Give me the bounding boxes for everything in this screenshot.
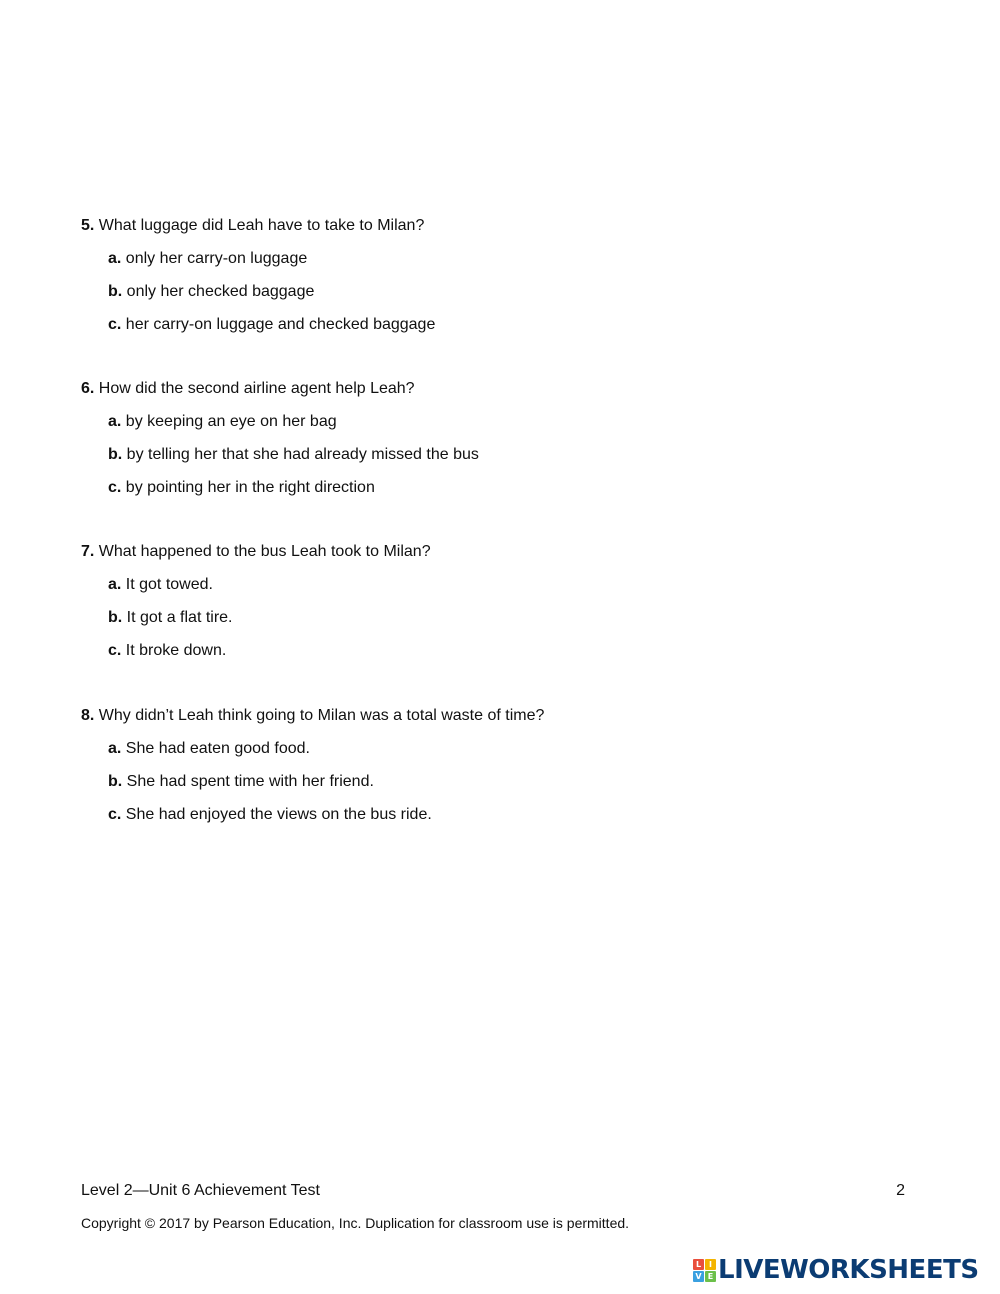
- option-text: She had eaten good food.: [125, 740, 310, 757]
- option-letter: b.: [108, 773, 123, 790]
- option-text: It got towed.: [125, 576, 213, 593]
- option-letter: a.: [108, 576, 122, 593]
- footer-title: Level 2—Unit 6 Achievement Test: [81, 1182, 320, 1199]
- option-c: [81, 641, 881, 661]
- option-text: by telling her that she had already missed the bus: [126, 446, 479, 463]
- logo-icon-letter-v: V: [693, 1271, 704, 1282]
- question-text-line: [81, 379, 881, 399]
- option-text: by pointing her in the right direction: [125, 479, 375, 496]
- option-b: [81, 772, 881, 792]
- question-number: 7.: [81, 543, 95, 560]
- question-7: [81, 542, 881, 661]
- option-letter: c.: [108, 806, 122, 823]
- option-b: [81, 608, 881, 628]
- option-letter: b.: [108, 446, 123, 463]
- option-text: It broke down.: [125, 642, 227, 659]
- page-number: 2: [896, 1182, 905, 1199]
- option-b: [81, 282, 881, 302]
- liveworksheets-logo-text: LIVEWORKSHEETS: [718, 1255, 979, 1285]
- question-text-line: [81, 216, 881, 236]
- option-letter: a.: [108, 413, 122, 430]
- question-text: What happened to the bus Leah took to Milan?: [98, 543, 431, 560]
- option-letter: a.: [108, 250, 122, 267]
- option-b: [81, 445, 881, 465]
- logo-icon-letter-e: E: [705, 1271, 716, 1282]
- liveworksheets-logo-icon: [693, 1259, 716, 1282]
- question-number: 5.: [81, 217, 95, 234]
- option-letter: a.: [108, 740, 122, 757]
- option-text: It got a flat tire.: [126, 609, 233, 626]
- option-letter: b.: [108, 609, 123, 626]
- liveworksheets-logo[interactable]: [693, 1254, 979, 1286]
- option-a: [81, 412, 881, 432]
- option-text: only her checked baggage: [126, 283, 315, 300]
- option-text: She had enjoyed the views on the bus ride.: [125, 806, 432, 823]
- question-6: [81, 379, 881, 498]
- question-text: What luggage did Leah have to take to Milan?: [98, 217, 425, 234]
- option-letter: c.: [108, 642, 122, 659]
- option-letter: c.: [108, 316, 122, 333]
- question-text-line: [81, 706, 881, 726]
- option-c: [81, 315, 881, 335]
- logo-icon-letter-i: I: [705, 1259, 716, 1270]
- logo-icon-letter-l: L: [693, 1259, 704, 1270]
- question-number: 6.: [81, 380, 95, 397]
- copyright-notice: Copyright © 2017 by Pearson Education, Inc. Duplication for classroom use is permitted.: [81, 1215, 630, 1231]
- question-text: How did the second airline agent help Leah?: [98, 380, 415, 397]
- option-text: her carry-on luggage and checked baggage: [125, 316, 436, 333]
- option-text: by keeping an eye on her bag: [125, 413, 337, 430]
- option-c: [81, 478, 881, 498]
- option-letter: c.: [108, 479, 122, 496]
- question-5: [81, 216, 881, 335]
- question-number: 8.: [81, 707, 95, 724]
- question-8: [81, 706, 881, 825]
- option-letter: b.: [108, 283, 123, 300]
- option-c: [81, 805, 881, 825]
- option-a: [81, 249, 881, 269]
- option-a: [81, 575, 881, 595]
- option-text: She had spent time with her friend.: [126, 773, 374, 790]
- question-text-line: [81, 542, 881, 562]
- option-text: only her carry-on luggage: [125, 250, 308, 267]
- question-text: Why didn’t Leah think going to Milan was a total waste of time?: [98, 707, 545, 724]
- option-a: [81, 739, 881, 759]
